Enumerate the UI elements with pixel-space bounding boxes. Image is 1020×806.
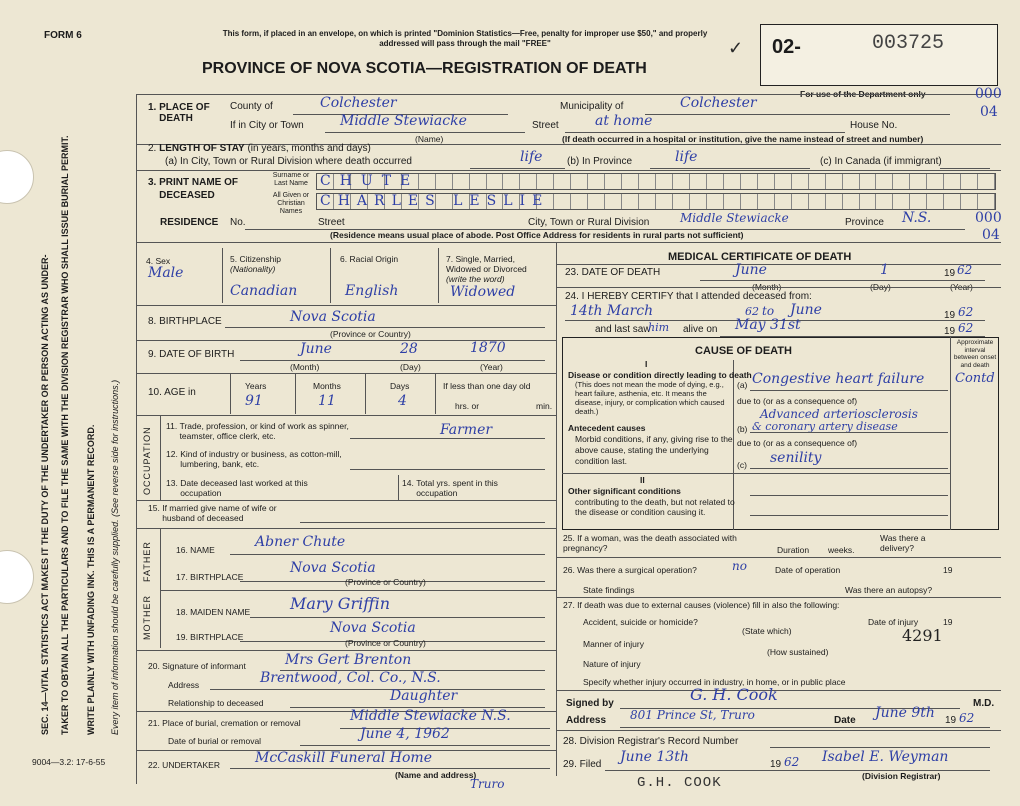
municipality-label: Municipality of [560, 101, 624, 112]
col-rule-2 [330, 248, 331, 303]
age-rule-2 [365, 374, 366, 414]
divider-r5 [556, 730, 1001, 731]
age-months-label: Months [313, 381, 341, 391]
birthplace-line [225, 327, 545, 328]
death-month: June [735, 262, 767, 278]
undertaker-sub: (Name and address) [395, 770, 477, 780]
hrs-label: hrs. or [455, 401, 480, 411]
burial-date-value: June 4, 1962 [360, 726, 450, 742]
external-causes-label: 27. If death was due to external causes (violence) fill in also the following: [563, 600, 840, 610]
other-conditions-note: contributing to the death, but not related to the disease or condition causing it. [575, 497, 735, 517]
surgical-value: no [732, 559, 747, 573]
stay-b-line [650, 168, 810, 169]
age-rule-3 [435, 374, 436, 414]
mother-birthplace-sub: (Province or Country) [345, 638, 426, 648]
manner-label: Manner of injury [583, 639, 644, 649]
hospital-note: (If death occurred in a hospital or institution, give the name instead of street and number) [562, 134, 924, 144]
death-year-label: (Year) [950, 282, 973, 292]
dob-label: 9. DATE OF BIRTH [148, 349, 235, 360]
cause-a-label: (a) [737, 380, 748, 390]
surname-label: Surname or Last Name [272, 172, 310, 187]
occupation-13-14-rule [398, 475, 399, 500]
last-saw-him: him [648, 321, 670, 334]
county-value: Colchester [320, 95, 397, 111]
municipality-value: Colchester [680, 95, 757, 111]
punch-hole-top [0, 150, 34, 204]
age-rule-1 [295, 374, 296, 414]
code-3: 000 [975, 210, 1002, 226]
stay-b-label: (b) In Province [567, 156, 633, 167]
street-value: at home [595, 113, 653, 129]
due-to-1: due to (or as a consequence of) [737, 396, 858, 406]
registrar-signature: Isabel E. Weyman [822, 749, 949, 765]
county-label: County of [230, 101, 273, 112]
divider-3 [136, 242, 1001, 243]
cause-b-line [750, 432, 948, 433]
mother-maiden-label: 18. MAIDEN NAME [176, 607, 251, 617]
divider-r3 [556, 597, 1001, 598]
antecedent-label: Antecedent causes [568, 423, 646, 433]
surgical-label: 26. Was there a surgical operation? [563, 565, 697, 575]
house-label: House No. [850, 120, 898, 131]
undertaker-label: 22. UNDERTAKER [148, 760, 220, 770]
last-year: 62 [958, 321, 974, 335]
racial-origin-value: English [345, 283, 399, 299]
filed-month: June 13th [620, 749, 689, 765]
attended-to-prefix: to [762, 304, 775, 318]
roman-1: I [645, 359, 648, 369]
min-label: min. [536, 401, 553, 411]
father-name-value: Abner Chute [255, 534, 346, 550]
dob-year-label: (Year) [480, 362, 503, 372]
residence-street-label: Street [318, 217, 345, 228]
death-day: 1 [880, 262, 889, 278]
father-label: FATHER [142, 541, 152, 582]
informant-address-value: Brentwood, Col. Co., N.S. [260, 670, 441, 686]
duration-label: Duration [777, 545, 810, 555]
accident-label: Accident, suicide or homicide? [583, 617, 698, 627]
disease-label: Disease or condition directly leading to death [568, 370, 752, 380]
code-2: 04 [980, 104, 998, 120]
age-years-label: Years [245, 381, 267, 391]
specify-label: Specify whether injury occurred in industry, in home, or in public place [583, 677, 846, 687]
parents-rule [160, 528, 161, 648]
other-line-1 [750, 495, 948, 496]
code-1: 000 [975, 86, 1002, 102]
manner-code: 4291 [902, 626, 943, 645]
signed-year: 62 [959, 711, 975, 725]
last-saw-label: and last saw [595, 324, 651, 335]
spouse-line [300, 522, 545, 523]
side-notice-1: SEC. 14—VITAL STATISTICS ACT MAKES IT THE DUTY OF THE UNDERTAKER OR PERSON ACTING AS UNDER- [40, 254, 50, 735]
side-notice-3: WRITE PLAINLY WITH UNFADING INK. THIS IS A PERMANENT RECORD. [86, 424, 96, 735]
divider-8 [136, 500, 556, 501]
stay-a-value: life [520, 149, 543, 165]
less-than-day-label: If less than one day old [443, 381, 531, 391]
father-name-label: 16. NAME [176, 545, 215, 555]
autopsy-label: Was there an autopsy? [845, 585, 933, 595]
death-day-label: (Day) [870, 282, 891, 292]
age-days-value: 4 [398, 393, 407, 409]
print-name-label: 3. PRINT NAME OF DECEASED [148, 177, 239, 201]
spouse-label: 15. If married give name of wife or husband of deceased [148, 503, 277, 523]
informant-label: 20. Signature of informant [148, 661, 246, 671]
record-number-label: 28. Division Registrar's Record Number [563, 736, 739, 747]
operation-date-label: Date of operation [775, 565, 841, 575]
divider-10 [160, 590, 556, 591]
divider-6 [136, 373, 556, 374]
md-label: M.D. [973, 698, 995, 709]
attended-to: June [790, 302, 822, 318]
delivery-label: Was there a delivery? [880, 533, 926, 553]
divider-r1 [556, 287, 1001, 288]
record-number-line [770, 747, 990, 748]
street-line [565, 132, 845, 133]
length-of-stay: 2. LENGTH OF STAY (in years, months and days) [148, 143, 371, 154]
given-name-value: CHARLES LESLIE [320, 193, 550, 209]
relationship-value: Daughter [390, 688, 458, 704]
page-title: PROVINCE OF NOVA SCOTIA—REGISTRATION OF DEATH [202, 60, 647, 77]
municipality-line [645, 114, 950, 115]
age-days-label: Days [390, 381, 410, 391]
occupation-11-line [350, 438, 545, 439]
signer-address-label: Address [566, 715, 607, 726]
attended-from-year: 62 [745, 305, 759, 318]
mother-birthplace-label: 19. BIRTHPLACE [176, 632, 244, 642]
nature-label: Nature of injury [583, 659, 641, 669]
signed-date-value: June 9th [875, 705, 935, 721]
burial-label: 21. Place of burial, cremation or removal [148, 718, 301, 728]
reg-number: 003725 [872, 32, 945, 55]
alive-on-label: alive on [683, 324, 718, 335]
reg-prefix: 02- [772, 36, 801, 58]
due-to-2: due to (or as a consequence of) [737, 438, 858, 448]
burial-date-label: Date of burial or removal [168, 736, 262, 746]
other-conditions-label: Other significant conditions [568, 486, 681, 496]
cause-section-divider [562, 473, 950, 474]
age-rule-0 [230, 374, 231, 414]
citizenship-value: Canadian [230, 283, 298, 299]
check-mark: ✓ [728, 38, 744, 58]
cause-title: CAUSE OF DEATH [695, 345, 792, 357]
sex-value: Male [148, 265, 184, 281]
weeks-label: weeks. [828, 545, 855, 555]
marital-value: Widowed [450, 284, 516, 300]
disease-note: (This does not mean the mode of dying, e.g., heart failure, asthenia, etc. It means the disease, injury, or complication which caused death.) [575, 380, 725, 416]
street-label: Street [532, 120, 559, 131]
occupation-12-line [350, 469, 545, 470]
death-month-label: (Month) [752, 282, 782, 292]
attended-from: 14th March [570, 303, 654, 319]
pregnancy-label: 25. If a woman, was the death associated with pregnancy? [563, 533, 737, 553]
divider-9 [136, 528, 556, 529]
col-rule-3 [438, 248, 439, 303]
mother-birthplace-value: Nova Scotia [330, 620, 416, 636]
occupation-rule [160, 415, 161, 500]
mother-maiden-line [250, 617, 545, 618]
birthplace-value: Nova Scotia [290, 309, 376, 325]
filed-label: 29. Filed [563, 759, 602, 770]
relationship-label: Relationship to deceased [168, 698, 264, 708]
injury-nineteen: 19 [943, 617, 953, 627]
injury-date-label: Date of injury [868, 617, 919, 627]
residence-label: RESIDENCE [160, 217, 219, 228]
dob-month-label: (Month) [290, 362, 320, 372]
signed-year-prefix: 19 [945, 715, 957, 726]
occupation-12-label: 12. Kind of industry or business, as cotton-mill, lumbering, bank, etc. [166, 449, 342, 469]
interval-col-rule [950, 337, 951, 530]
form-code: 9004—3.2: 17-6-55 [32, 757, 106, 767]
last-nineteen: 19 [944, 326, 956, 337]
burial-value: Middle Stewiacke N.S. [350, 708, 511, 724]
divider-r4 [556, 690, 1001, 691]
city-value: Middle Stewiacke [340, 113, 467, 129]
informant-value: Mrs Gert Brenton [285, 652, 412, 668]
medical-title-line [556, 264, 1001, 265]
filed-year: 62 [784, 755, 800, 769]
left-rule [136, 94, 137, 784]
state-which: (State which) [742, 626, 792, 636]
attended-to-year: 62 [958, 305, 974, 319]
cause-a-extra: Contd [955, 371, 995, 386]
cause-a-value: Congestive heart failure [752, 371, 925, 387]
operation-nineteen: 19 [943, 565, 953, 575]
stay-a-label: (a) In City, Town or Rural Division where death occurred [165, 156, 412, 167]
father-name-line [230, 554, 545, 555]
age-years-value: 91 [245, 393, 263, 409]
dob-day: 28 [400, 341, 418, 357]
roman-2: II [640, 475, 645, 485]
given-name-label: All Given or Christian Names [272, 192, 310, 215]
alive-on-value: May 31st [735, 317, 801, 333]
filed-year-prefix: 19 [770, 759, 782, 770]
mother-label: MOTHER [142, 595, 152, 640]
father-birthplace-value: Nova Scotia [290, 560, 376, 576]
residence-note: (Residence means usual place of abode. Post Office Address for residents in rural parts not sufficient) [330, 230, 744, 240]
dob-line [240, 360, 545, 361]
cause-b2-value: & coronary artery disease [752, 420, 898, 433]
residence-no-label: No. [230, 217, 246, 228]
residence-province-label: Province [845, 217, 884, 228]
code-4: 04 [982, 227, 1000, 243]
residence-province-value: N.S. [902, 210, 932, 226]
doctor-stamp: G.H. COOK [637, 775, 722, 791]
signer-address-value: 801 Prince St, Truro [630, 708, 755, 722]
undertaker-value: McCaskill Funeral Home [255, 750, 432, 766]
attended-to-nineteen: 19 [944, 310, 956, 321]
occupation-11-value: Farmer [440, 422, 493, 438]
signed-date-label: Date [834, 715, 856, 726]
mail-notice: This form, if placed in an envelope, on which is printed "Dominion Statistics—Free, penalty for improper use $50," and properly addressed will pass through the mail "FREE" [222, 29, 708, 48]
place-of-death-label: 1. PLACE OF DEATH [148, 102, 210, 124]
other-line-2 [750, 515, 948, 516]
sex-label: 4. Sex [146, 256, 171, 266]
residence-city-value: Middle Stewiacke [680, 211, 789, 225]
surname-value: CHUTE [320, 173, 420, 189]
age-months-value: 11 [318, 393, 336, 409]
birthplace-sub: (Province or Country) [330, 329, 411, 339]
occupation-label: OCCUPATION [142, 426, 152, 495]
birthplace-label: 8. BIRTHPLACE [148, 316, 222, 327]
undertaker-line [230, 768, 550, 769]
divider-7 [136, 415, 556, 416]
signed-by-label: Signed by [566, 698, 614, 709]
burial-date-line [300, 745, 550, 746]
signed-by-value: G. H. Cook [690, 685, 778, 704]
undertaker-place: Truro [470, 777, 505, 791]
interval-label: Approximate interval between onset and death [953, 339, 997, 369]
signed-address-line [620, 727, 990, 728]
racial-origin-label: 6. Racial Origin [340, 254, 399, 264]
findings-label: State findings [583, 585, 635, 595]
date-of-death-label: 23. DATE OF DEATH [565, 267, 661, 278]
dob-year: 1870 [470, 340, 506, 356]
residence-city-label: City, Town or Rural Division [528, 217, 650, 228]
citizenship-label: 5. Citizenship (Nationality) [230, 254, 282, 274]
informant-address-line [210, 689, 545, 690]
informant-address-label: Address [168, 680, 200, 690]
father-birthplace-label: 17. BIRTHPLACE [176, 572, 244, 582]
stay-a-line [470, 168, 565, 169]
death-year: 62 [957, 263, 973, 277]
side-notice-2: TAKER TO OBTAIN ALL THE PARTICULARS AND TO FILE THE SAME WITH THE DIVISION REGISTRAR WHO SHALL ISSUE BURIAL PERMIT. [60, 135, 70, 735]
antecedent-note: Morbid conditions, if any, giving rise to the above cause, stating the underlying condition last. [575, 434, 733, 466]
punch-hole-bottom [0, 550, 34, 604]
cause-a-line [750, 390, 948, 391]
divider-r2 [556, 557, 1001, 558]
stay-c-label: (c) In Canada (if immigrant) [820, 156, 942, 167]
death-year-prefix: 19 [944, 268, 956, 279]
marital-label: 7. Single, Married, Widowed or Divorced (write the word) [446, 254, 527, 284]
certify-label: 24. I HEREBY CERTIFY that I attended deceased from: [565, 291, 812, 302]
death-date-line [700, 280, 985, 281]
cause-b-label: (b) [737, 424, 748, 434]
form-label: FORM 6 [44, 30, 82, 41]
stay-c-line [940, 168, 990, 169]
divider-11 [136, 650, 556, 651]
mid-rule [556, 242, 557, 776]
cause-b-value: Advanced arteriosclerosis [760, 407, 918, 421]
divider-4 [136, 305, 556, 306]
dob-month: June [300, 341, 332, 357]
stay-b-value: life [675, 149, 698, 165]
dob-day-label: (Day) [400, 362, 421, 372]
side-notice-4: Every item of information should be carefully supplied. (See reverse side for instructions.) [110, 379, 120, 735]
occupation-14-label: 14. Total yrs. spent in this occupation [402, 478, 498, 498]
dept-use-label: For use of the Department only [800, 89, 926, 99]
occupation-13-label: 13. Date deceased last worked at this occupation [166, 478, 308, 498]
cause-c-line [750, 468, 948, 469]
registrar-label: (Division Registrar) [862, 771, 941, 781]
divider-2 [136, 170, 1001, 171]
medical-title: MEDICAL CERTIFICATE OF DEATH [668, 251, 852, 263]
age-label: 10. AGE in [148, 387, 196, 398]
how-sustained: (How sustained) [767, 647, 829, 657]
father-birthplace-sub: (Province or Country) [345, 577, 426, 587]
mother-maiden-value: Mary Griffin [290, 594, 390, 613]
col-rule-1 [222, 248, 223, 303]
name-note: (Name) [415, 134, 444, 144]
occupation-11-label: 11. Trade, profession, or kind of work as spinner, teamster, office clerk, etc. [166, 421, 349, 441]
cause-c-label: (c) [737, 460, 747, 470]
city-label: If in City or Town [230, 120, 304, 131]
city-line [325, 132, 525, 133]
cause-c-value: senility [770, 450, 822, 466]
